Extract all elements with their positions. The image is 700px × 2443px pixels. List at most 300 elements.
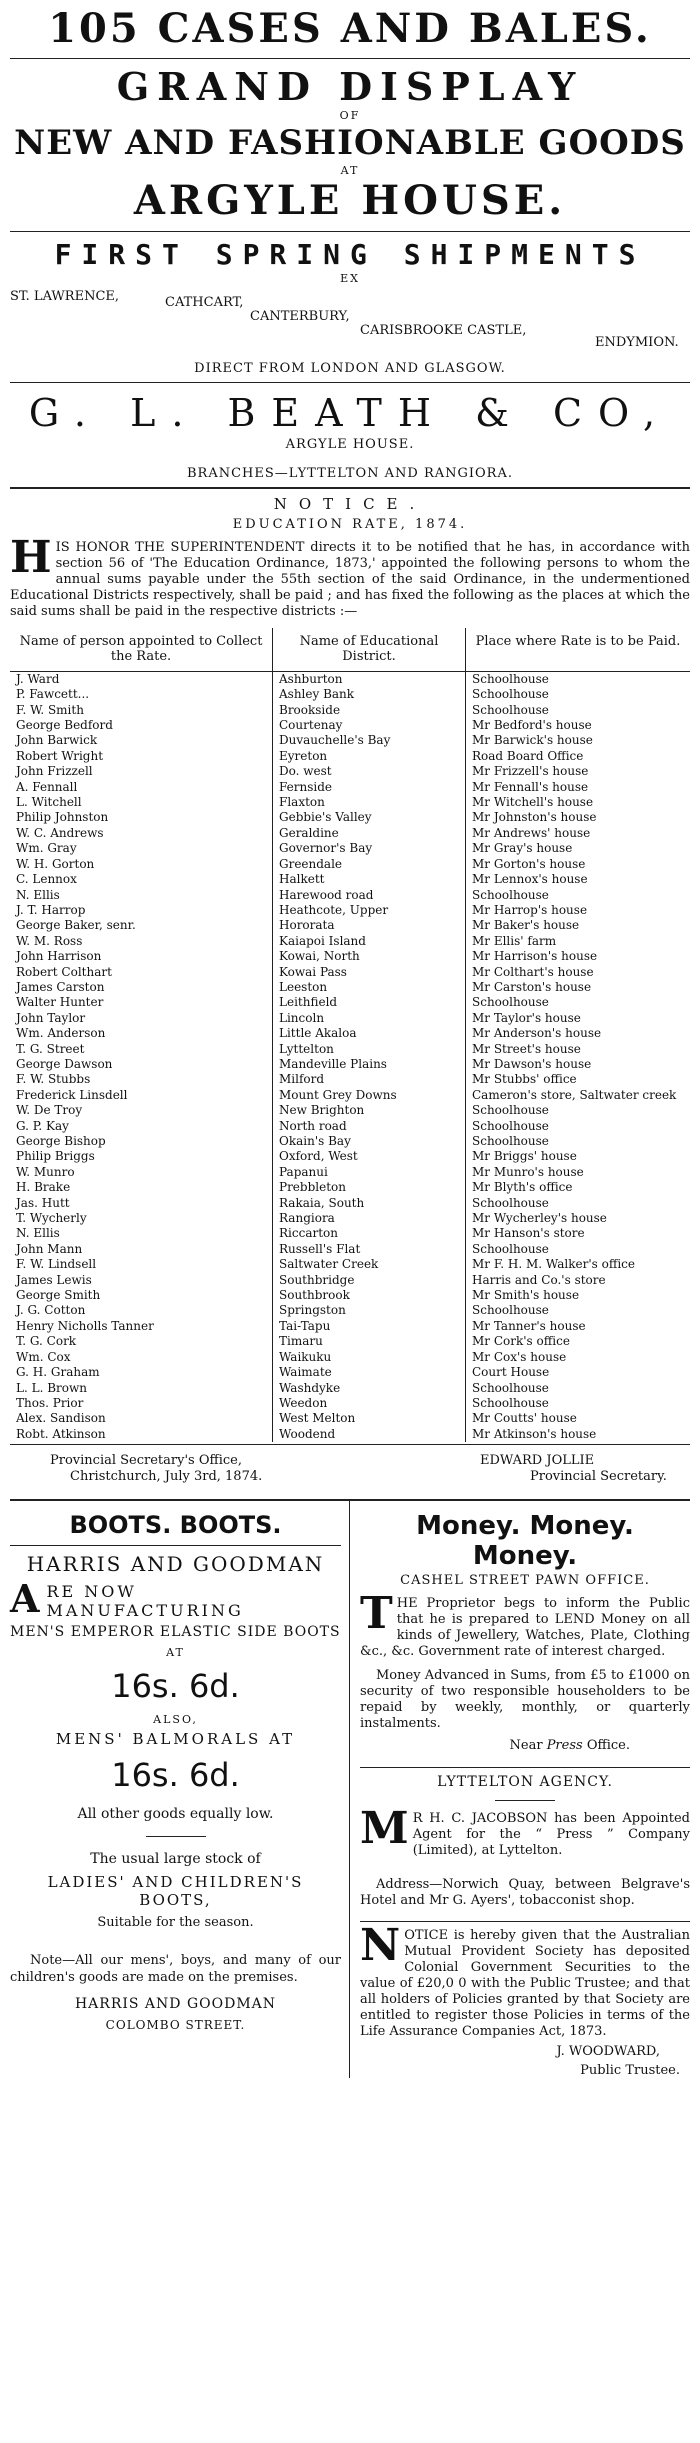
collector-cell <box>10 703 273 718</box>
table-row <box>10 1273 690 1288</box>
cell-text: Mr Anderson's house <box>472 1026 602 1041</box>
ship-name: CARISBROOKE CASTLE, <box>360 323 527 338</box>
cell-text: Lyttelton <box>279 1041 334 1056</box>
district-cell <box>273 841 466 856</box>
collector-cell <box>10 1427 273 1442</box>
table-row <box>10 1072 690 1087</box>
collector-cell <box>10 965 273 980</box>
ships-list <box>10 289 690 357</box>
place-cell <box>466 1334 691 1349</box>
notice-text: IS HONOR THE SUPERINTENDENT directs it to be notified that he has, in accordance with section 56 of 'The Education Ordinance, 1873,' appointed the following persons to whom the annual sums payable under the 55th section of the said Ordinance, in the undermentioned Educational Districts respectively, shall be paid ; and has fixed the following as the places at which the said sums shall be paid in the respective districts :— <box>10 540 690 619</box>
district-cell <box>273 1334 466 1349</box>
cell-text: W. C. Andrews <box>16 825 104 840</box>
cell-text: Mr Street's house <box>472 1041 581 1056</box>
place-cell <box>466 826 691 841</box>
cell-text: C. Lennox <box>16 872 77 887</box>
cell-text: Mr Taylor's house <box>472 1010 581 1025</box>
district-cell <box>273 1180 466 1195</box>
collector-cell <box>10 749 273 764</box>
cell-text: Mr Fennall's house <box>472 779 589 794</box>
place-cell <box>466 1026 691 1041</box>
cell-text: Duvauchelle's Bay <box>279 733 391 748</box>
lyttelton-text: R H. C. JACOBSON has been Appointed Agent for the “ Press ” Company (Limited), at Lyttelton. <box>412 1811 690 1859</box>
ship-name: ST. LAWRENCE, <box>10 289 120 304</box>
cell-text: Southbrook <box>279 1288 350 1303</box>
place-cell <box>466 733 691 748</box>
district-cell <box>273 903 466 918</box>
place-cell <box>466 1057 691 1072</box>
district-cell <box>273 857 466 872</box>
table-row <box>10 1196 690 1211</box>
district-cell <box>273 1134 466 1149</box>
district-cell <box>273 1319 466 1334</box>
table-row <box>10 949 690 964</box>
cell-text: Mr Briggs' house <box>472 1149 577 1164</box>
district-cell <box>273 671 466 687</box>
cell-text: Schoolhouse <box>472 887 549 902</box>
district-cell <box>273 1288 466 1303</box>
money-near <box>360 1738 690 1753</box>
boots-ladies: LADIES' AND CHILDREN'S BOOTS, <box>47 1873 304 1910</box>
collector-cell <box>10 1026 273 1041</box>
cell-text: Mr Smith's house <box>472 1288 580 1303</box>
cell-text: Mr Munro's house <box>472 1164 584 1179</box>
table-row <box>10 1334 690 1349</box>
money-sub: CASHEL STREET PAWN OFFICE. <box>400 1573 650 1589</box>
cell-text: Governor's Bay <box>279 841 373 856</box>
col-district-header: Name of Educational District. <box>273 628 466 671</box>
cases-heading: 105 CASES AND BALES. <box>48 5 652 52</box>
district-cell <box>273 1365 466 1380</box>
money-body-2: Money Advanced in Sums, from £5 to £1000 on security of two responsible householders to be repaid by weekly, monthly, or quarterly instalments. <box>360 1668 690 1732</box>
place-cell <box>466 980 691 995</box>
table-row <box>10 1350 690 1365</box>
place-cell <box>466 1196 691 1211</box>
right-column <box>350 1501 690 2078</box>
cell-text: Southbridge <box>279 1272 355 1287</box>
cell-text: N. Ellis <box>16 1226 60 1241</box>
rate-table-body <box>10 671 690 1442</box>
collector-cell <box>10 1365 273 1380</box>
place-cell <box>466 965 691 980</box>
district-cell <box>273 1057 466 1072</box>
district-cell <box>273 872 466 887</box>
boots-line3: MENS' BALMORALS AT <box>55 1730 296 1749</box>
district-cell <box>273 1165 466 1180</box>
notice-signature <box>10 1453 690 1493</box>
ship-name: ENDYMION. <box>595 335 679 350</box>
signer-title: Provincial Secretary. <box>530 1469 667 1485</box>
cell-text: Kaiapoi Island <box>279 933 366 948</box>
cell-text: John Harrison <box>16 949 102 964</box>
table-row <box>10 718 690 733</box>
cell-text: Walter Hunter <box>16 995 104 1010</box>
collector-cell <box>10 918 273 933</box>
table-row <box>10 1303 690 1318</box>
cell-text: Ashburton <box>279 671 343 686</box>
table-row <box>10 764 690 779</box>
cell-text: Robert Wright <box>16 748 104 763</box>
cell-text: A. Fennall <box>16 779 78 794</box>
collector-cell <box>10 1196 273 1211</box>
cell-text: Harris and Co.'s store <box>472 1272 606 1287</box>
collector-cell <box>10 903 273 918</box>
table-row <box>10 1134 690 1149</box>
collector-cell <box>10 1381 273 1396</box>
collector-cell <box>10 1103 273 1118</box>
cell-text: George Bishop <box>16 1134 106 1148</box>
district-cell <box>273 780 466 795</box>
cell-text: Rakaia, South <box>279 1195 365 1210</box>
boots-line1 <box>10 1576 341 1622</box>
table-row <box>10 810 690 825</box>
table-row <box>10 1365 690 1380</box>
lower-columns <box>10 1499 690 2078</box>
cell-text: Schoolhouse <box>472 1134 549 1148</box>
cell-text: Schoolhouse <box>472 1395 549 1410</box>
collector-cell <box>10 949 273 964</box>
collector-cell <box>10 888 273 903</box>
of-label: OF <box>339 109 361 122</box>
table-row <box>10 1165 690 1180</box>
district-cell <box>273 810 466 825</box>
table-row <box>10 903 690 918</box>
collector-cell <box>10 1057 273 1072</box>
collector-cell <box>10 1011 273 1026</box>
table-row <box>10 980 690 995</box>
cell-text: Jas. Hutt <box>16 1195 70 1210</box>
money-near-post: Office. <box>586 1738 630 1754</box>
district-cell <box>273 1149 466 1164</box>
collector-cell <box>10 1149 273 1164</box>
table-row <box>10 1257 690 1272</box>
cell-text: Wm. Cox <box>16 1349 71 1364</box>
cell-text: T. G. Cork <box>16 1334 77 1349</box>
cell-text: Schoolhouse <box>472 671 549 686</box>
signer-name: EDWARD JOLLIE <box>480 1453 595 1469</box>
table-row <box>10 1026 690 1041</box>
divider <box>495 1800 555 1801</box>
collector-cell <box>10 1088 273 1103</box>
cell-text: Milford <box>279 1072 325 1087</box>
boots-stock: The usual large stock of <box>90 1851 261 1868</box>
collector-cell <box>10 841 273 856</box>
district-cell <box>273 1411 466 1426</box>
table-row <box>10 1119 690 1134</box>
cell-text: Mr Hanson's store <box>472 1226 585 1241</box>
cell-text: Schoolhouse <box>472 702 549 717</box>
divider <box>360 1921 690 1922</box>
cell-text: Cameron's store, Saltwater creek <box>472 1087 677 1102</box>
place-cell <box>466 903 691 918</box>
table-row <box>10 703 690 718</box>
place-cell <box>466 1134 691 1149</box>
first-spring-heading: FIRST SPRING SHIPMENTS <box>54 238 646 271</box>
cell-text: Mr Baker's house <box>472 918 580 933</box>
place-cell <box>466 1288 691 1303</box>
divider <box>10 1545 341 1546</box>
collector-cell <box>10 1226 273 1241</box>
cell-text: Halkett <box>279 872 325 887</box>
boots-advert <box>10 1501 350 2078</box>
place-cell <box>466 1350 691 1365</box>
cell-text: Frederick Linsdell <box>16 1087 128 1102</box>
cell-text: George Smith <box>16 1288 101 1303</box>
cell-text: Mr Johnston's house <box>472 810 597 825</box>
collector-cell <box>10 1396 273 1411</box>
cell-text: John Taylor <box>16 1010 86 1025</box>
cell-text: Mr Coutts' house <box>472 1411 577 1426</box>
district-cell <box>273 1303 466 1318</box>
collector-cell <box>10 780 273 795</box>
cell-text: Kowai, North <box>279 949 360 964</box>
cell-text: Brookside <box>279 702 341 717</box>
cell-text: John Frizzell <box>16 764 93 779</box>
collector-cell <box>10 1334 273 1349</box>
grand-display-heading: GRAND DISPLAY <box>116 64 584 109</box>
cell-text: Leeston <box>279 979 328 994</box>
boots-at: AT <box>166 1646 185 1660</box>
place-cell <box>466 1303 691 1318</box>
place-cell <box>466 703 691 718</box>
district-cell <box>273 733 466 748</box>
cell-text: Thos. Prior <box>16 1395 84 1410</box>
cell-text: L. Witchell <box>16 795 82 810</box>
drop-cap: H <box>10 532 52 583</box>
cell-text: Mr Harrison's house <box>472 949 598 964</box>
cell-text: T. Wycherly <box>16 1211 87 1226</box>
cell-text: Mount Grey Downs <box>279 1087 397 1102</box>
cell-text: Woodend <box>279 1426 336 1441</box>
boots-firm-2: HARRIS AND GOODMAN <box>74 1996 277 2013</box>
collector-cell <box>10 857 273 872</box>
district-cell <box>273 1350 466 1365</box>
company-name: G. L. BEATH & CO, <box>28 391 672 435</box>
cell-text: Oxford, West <box>279 1149 358 1164</box>
table-row <box>10 857 690 872</box>
notice2-body <box>360 1920 690 2040</box>
cell-text: Road Board Office <box>472 748 584 763</box>
office-line-2: Christchurch, July 3rd, 1874. <box>70 1469 263 1485</box>
ex-label: EX <box>340 272 360 285</box>
collector-cell <box>10 1411 273 1426</box>
collector-cell <box>10 1211 273 1226</box>
district-cell <box>273 1257 466 1272</box>
cell-text: Fernside <box>279 779 333 794</box>
table-row <box>10 1042 690 1057</box>
cell-text: T. G. Street <box>16 1041 85 1056</box>
cell-text: Eyreton <box>279 748 328 763</box>
cell-text: Schoolhouse <box>472 1380 549 1395</box>
district-cell <box>273 1242 466 1257</box>
district-cell <box>273 949 466 964</box>
drop-cap: A <box>10 1576 43 1622</box>
cell-text: G. H. Graham <box>16 1365 100 1380</box>
cell-text: W. De Troy <box>16 1103 83 1118</box>
cell-text: Mr Lennox's house <box>472 872 588 887</box>
table-row <box>10 1381 690 1396</box>
cell-text: Geraldine <box>279 825 339 840</box>
collector-cell <box>10 1257 273 1272</box>
district-cell <box>273 1381 466 1396</box>
table-row <box>10 1149 690 1164</box>
drop-cap: N <box>360 1920 401 1972</box>
lyttelton-address: Address—Norwich Quay, between Belgrave's Hotel and Mr G. Ayers', tobacconist shop. <box>360 1877 690 1909</box>
cell-text: Waimate <box>279 1365 332 1380</box>
district-cell <box>273 1103 466 1118</box>
cell-text: Robt. Atkinson <box>16 1426 106 1441</box>
money-near-pre: Near <box>509 1738 543 1754</box>
place-cell <box>466 1011 691 1026</box>
cell-text: Waikuku <box>279 1349 332 1364</box>
collector-cell <box>10 995 273 1010</box>
table-row <box>10 1180 690 1195</box>
cell-text: Alex. Sandison <box>16 1411 106 1426</box>
collector-cell <box>10 872 273 887</box>
cell-text: Mr Gorton's house <box>472 856 586 871</box>
table-row <box>10 795 690 810</box>
cell-text: F. W. Smith <box>16 702 84 717</box>
lyttelton-title: LYTTELTON AGENCY. <box>437 1774 613 1791</box>
place-cell <box>466 1365 691 1380</box>
cell-text: Saltwater Creek <box>279 1257 379 1272</box>
table-row <box>10 872 690 887</box>
cell-text: Mr Barwick's house <box>472 733 593 748</box>
place-cell <box>466 1119 691 1134</box>
district-cell <box>273 1042 466 1057</box>
district-cell <box>273 965 466 980</box>
collector-cell <box>10 718 273 733</box>
rate-table <box>10 628 690 1442</box>
district-cell <box>273 703 466 718</box>
cell-text: Little Akaloa <box>279 1026 357 1041</box>
place-cell <box>466 1273 691 1288</box>
table-row <box>10 1226 690 1241</box>
cell-text: Hororata <box>279 918 335 933</box>
district-cell <box>273 1396 466 1411</box>
place-cell <box>466 1411 691 1426</box>
cell-text: Mr Carston's house <box>472 979 592 994</box>
cell-text: James Lewis <box>16 1272 92 1287</box>
divider <box>10 58 690 59</box>
ship-name: CATHCART, <box>165 295 244 310</box>
table-row <box>10 1088 690 1103</box>
cell-text: George Dawson <box>16 1056 113 1071</box>
district-cell <box>273 718 466 733</box>
table-row <box>10 888 690 903</box>
cell-text: Schoolhouse <box>472 1103 549 1118</box>
table-row <box>10 1103 690 1118</box>
cell-text: Mr Stubbs' office <box>472 1072 577 1087</box>
direct-line: DIRECT FROM LONDON AND GLASGOW. <box>194 361 506 376</box>
divider <box>10 1444 690 1445</box>
place-cell <box>466 1211 691 1226</box>
cell-text: Mr Ellis' farm <box>472 933 557 948</box>
office-line: Provincial Secretary's Office, <box>50 1453 242 1469</box>
district-cell <box>273 995 466 1010</box>
table-row <box>10 671 690 687</box>
cell-text: Mr Cox's house <box>472 1349 567 1364</box>
collector-cell <box>10 1303 273 1318</box>
cell-text: Robert Colthart <box>16 964 112 979</box>
district-cell <box>273 980 466 995</box>
cell-text: North road <box>279 1118 347 1133</box>
cell-text: Kowai Pass <box>279 964 347 979</box>
district-cell <box>273 1026 466 1041</box>
collector-cell <box>10 687 273 702</box>
cell-text: Prebbleton <box>279 1180 346 1195</box>
cell-text: Philip Johnston <box>16 810 109 825</box>
cell-text: James Carston <box>16 979 105 994</box>
cell-text: Mr Witchell's house <box>472 795 594 810</box>
cell-text: Courtenay <box>279 718 343 733</box>
cell-text: Gebbie's Valley <box>279 810 372 825</box>
cell-text: Russell's Flat <box>279 1241 361 1256</box>
cell-text: Schoolhouse <box>472 1241 549 1256</box>
district-cell <box>273 1273 466 1288</box>
cell-text: Mr Cork's office <box>472 1334 570 1349</box>
place-cell <box>466 780 691 795</box>
cell-text: Greendale <box>279 856 343 871</box>
company-house: ARGYLE HOUSE. <box>285 437 415 452</box>
table-row <box>10 749 690 764</box>
district-cell <box>273 749 466 764</box>
table-row <box>10 1319 690 1334</box>
col-collector-header: Name of person appointed to Collect the Rate. <box>10 628 273 671</box>
place-cell <box>466 1257 691 1272</box>
district-cell <box>273 1088 466 1103</box>
money-title: Money. Money. Money. <box>416 1511 634 1572</box>
place-cell <box>466 1427 691 1442</box>
collector-cell <box>10 733 273 748</box>
place-cell <box>466 841 691 856</box>
place-cell <box>466 795 691 810</box>
table-row <box>10 1411 690 1426</box>
table-row <box>10 841 690 856</box>
place-cell <box>466 872 691 887</box>
district-cell <box>273 687 466 702</box>
boots-suitable: Suitable for the season. <box>97 1915 254 1931</box>
table-row <box>10 934 690 949</box>
notice-title: NOTICE. <box>273 495 427 513</box>
cell-text: Court House <box>472 1365 550 1380</box>
collector-cell <box>10 1319 273 1334</box>
boots-also: ALSO, <box>153 1713 198 1727</box>
place-cell <box>466 1242 691 1257</box>
divider <box>360 1767 690 1768</box>
cell-text: N. Ellis <box>16 887 60 902</box>
collector-cell <box>10 1273 273 1288</box>
table-row <box>10 687 690 702</box>
cell-text: John Mann <box>16 1241 83 1256</box>
lyttelton-body <box>360 1803 690 1859</box>
money-body <box>360 1588 690 1660</box>
collector-cell <box>10 1165 273 1180</box>
cell-text: L. L. Brown <box>16 1380 87 1395</box>
district-cell <box>273 764 466 779</box>
cell-text: Ashley Bank <box>279 687 355 702</box>
boots-note: Note—All our mens', boys, and many of our children's goods are made on the premises. <box>10 1953 341 1986</box>
place-cell <box>466 687 691 702</box>
collector-cell <box>10 764 273 779</box>
district-cell <box>273 1011 466 1026</box>
table-row <box>10 826 690 841</box>
cell-text: Harewood road <box>279 887 374 902</box>
boots-line2: MEN'S EMPEROR ELASTIC SIDE BOOTS <box>10 1624 341 1641</box>
boots-line1-text: RE NOW MANUFACTURING <box>46 1582 244 1621</box>
cell-text: Timaru <box>279 1334 323 1349</box>
district-cell <box>273 1226 466 1241</box>
